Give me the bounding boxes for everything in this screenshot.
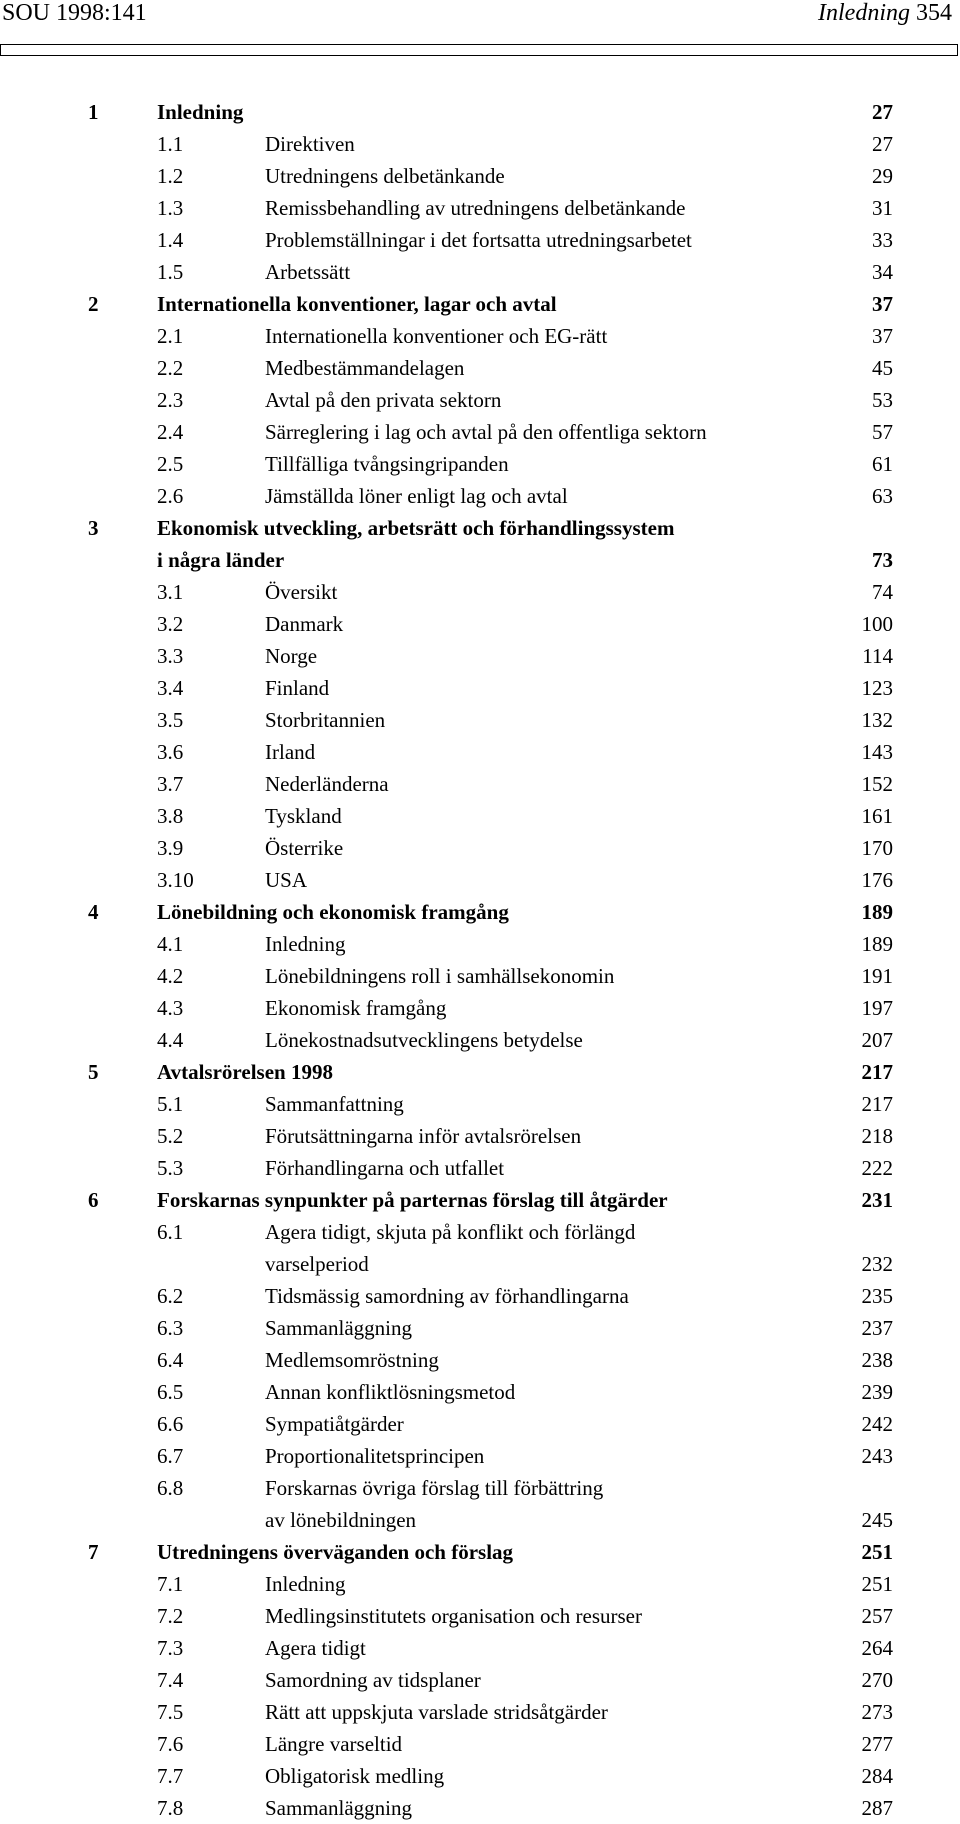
toc-section-row[interactable] <box>0 160 960 192</box>
toc-title-line: Irland <box>265 740 316 764</box>
toc-section-row[interactable] <box>0 768 960 800</box>
toc-title <box>265 1792 412 1824</box>
toc-section-row[interactable] <box>0 832 960 864</box>
toc-chapter-row[interactable] <box>0 96 960 128</box>
toc-number: 7.2 <box>157 1604 184 1628</box>
toc-chapter-row[interactable] <box>0 1184 960 1216</box>
toc-number: 7.1 <box>157 1572 184 1596</box>
toc-page-number: 57 <box>872 420 893 444</box>
toc-title <box>265 1344 439 1376</box>
toc-page-number: 34 <box>872 260 893 284</box>
toc-page-number: 73 <box>872 548 893 572</box>
toc-number: 5.2 <box>157 1124 184 1148</box>
toc-page-number: 132 <box>861 708 893 732</box>
toc-number: 3 <box>88 516 99 540</box>
toc-title-line: Internationella konventioner, lagar och avtal <box>157 292 557 316</box>
toc-title-line: Ekonomisk utveckling, arbetsrätt och förhandlingssystem <box>157 516 675 540</box>
toc-page-number: 217 <box>861 1060 893 1084</box>
toc-title-line: Agera tidigt <box>265 1636 366 1660</box>
toc-section-row[interactable] <box>0 960 960 992</box>
toc-title-line: Tillfälliga tvångsingripanden <box>265 452 509 476</box>
toc-number: 3.10 <box>157 868 194 892</box>
toc-section-row[interactable] <box>0 1760 960 1792</box>
toc-title-line: Avtalsrörelsen 1998 <box>157 1060 333 1084</box>
toc-title <box>265 1120 581 1152</box>
toc-title-line: Avtal på den privata sektorn <box>265 388 502 412</box>
toc-page-number: 63 <box>872 484 893 508</box>
toc-title-line: Problemställningar i det fortsatta utredningsarbetet <box>265 228 692 252</box>
toc-number: 3.7 <box>157 772 184 796</box>
toc-section-row[interactable] <box>0 1472 960 1536</box>
toc-title-line: Förutsättningarna inför avtalsrörelsen <box>265 1124 582 1148</box>
toc-page-number: 100 <box>861 612 893 636</box>
toc-title <box>265 1024 583 1056</box>
toc-section-row[interactable] <box>0 1664 960 1696</box>
toc-number: 7.4 <box>157 1668 184 1692</box>
toc-title <box>157 1184 668 1216</box>
toc-title <box>265 800 342 832</box>
toc-title <box>265 1600 642 1632</box>
toc-title-line: Forskarnas övriga förslag till förbättring <box>265 1476 604 1500</box>
toc-page-number: 114 <box>862 644 893 668</box>
toc-number: 2 <box>88 292 99 316</box>
toc-page-number: 238 <box>861 1348 893 1372</box>
toc-section-row[interactable] <box>0 640 960 672</box>
toc-page-number: 239 <box>861 1380 893 1404</box>
toc-title-line: Obligatorisk medling <box>265 1764 445 1788</box>
toc-page-number: 189 <box>861 900 893 924</box>
toc-number: 3.4 <box>157 676 184 700</box>
toc-page-number: 37 <box>872 292 893 316</box>
toc-number: 7.5 <box>157 1700 184 1724</box>
toc-title <box>265 1664 481 1696</box>
toc-title <box>265 1216 635 1280</box>
toc-section-row[interactable] <box>0 256 960 288</box>
toc-title <box>157 96 243 128</box>
toc-page-number: 242 <box>861 1412 893 1436</box>
toc-number: 2.3 <box>157 388 184 412</box>
toc-number: 6.3 <box>157 1316 184 1340</box>
toc-section-row[interactable] <box>0 928 960 960</box>
toc-section-row[interactable] <box>0 128 960 160</box>
toc-title <box>157 512 674 576</box>
toc-number: 6.4 <box>157 1348 184 1372</box>
toc-title-line: Förhandlingarna och utfallet <box>265 1156 505 1180</box>
toc-title-line: Särreglering i lag och avtal på den offentliga sektorn <box>265 420 707 444</box>
toc-section-row[interactable] <box>0 1440 960 1472</box>
toc-page-number: 61 <box>872 452 893 476</box>
toc-section-row[interactable] <box>0 1600 960 1632</box>
toc-section-row[interactable] <box>0 1120 960 1152</box>
toc-page-number: 245 <box>861 1508 893 1532</box>
toc-number: 4.2 <box>157 964 184 988</box>
toc-page-number: 207 <box>861 1028 893 1052</box>
toc-page-number: 231 <box>861 1188 893 1212</box>
toc-title-line: Inledning <box>265 932 346 956</box>
toc-page-number: 37 <box>872 324 893 348</box>
toc-title-line: Internationella konventioner och EG-rätt <box>265 324 608 348</box>
toc-number: 7 <box>88 1540 99 1564</box>
section-label: Inledning <box>818 0 910 26</box>
toc-page-number: 33 <box>872 228 893 252</box>
toc-page-number: 170 <box>861 836 893 860</box>
toc-title-line: Tidsmässig samordning av förhandlingarna <box>265 1284 629 1308</box>
toc-number: 7.7 <box>157 1764 184 1788</box>
toc-number: 6.5 <box>157 1380 184 1404</box>
page-number: 354 <box>916 0 952 26</box>
toc-section-row[interactable] <box>0 864 960 896</box>
toc-number: 3.5 <box>157 708 184 732</box>
table-of-contents <box>0 96 960 1824</box>
toc-title-line: Arbetssätt <box>265 260 351 284</box>
toc-title-line: USA <box>265 868 308 892</box>
document-id: SOU 1998:141 <box>2 0 147 26</box>
toc-section-row[interactable] <box>0 1696 960 1728</box>
toc-page-number: 237 <box>861 1316 893 1340</box>
toc-page-number: 123 <box>861 676 893 700</box>
toc-number: 4.3 <box>157 996 184 1020</box>
toc-title-line: Lönebildningens roll i samhällsekonomin <box>265 964 615 988</box>
toc-number: 2.5 <box>157 452 184 476</box>
toc-number: 6.6 <box>157 1412 184 1436</box>
toc-chapter-row[interactable] <box>0 512 960 576</box>
toc-section-row[interactable] <box>0 192 960 224</box>
toc-chapter-row[interactable] <box>0 896 960 928</box>
toc-title <box>265 128 355 160</box>
toc-title-line: Österrike <box>265 836 344 860</box>
toc-title-line: Sammanfattning <box>265 1092 404 1116</box>
toc-section-row[interactable] <box>0 1408 960 1440</box>
toc-title <box>265 992 446 1024</box>
toc-page-number: 273 <box>861 1700 893 1724</box>
toc-title <box>265 1408 404 1440</box>
toc-page-number: 284 <box>861 1764 893 1788</box>
toc-title <box>265 1568 345 1600</box>
toc-title <box>265 320 607 352</box>
toc-number: 5 <box>88 1060 99 1084</box>
toc-title-line: Annan konfliktlösningsmetod <box>265 1380 516 1404</box>
toc-title-line: av lönebildningen <box>265 1508 417 1532</box>
toc-title-line: Sammanläggning <box>265 1796 412 1820</box>
toc-page-number: 257 <box>861 1604 893 1628</box>
toc-page-number: 45 <box>872 356 893 380</box>
toc-page-number: 270 <box>861 1668 893 1692</box>
toc-title <box>265 1632 366 1664</box>
toc-section-row[interactable] <box>0 1728 960 1760</box>
toc-title <box>265 768 389 800</box>
toc-section-row[interactable] <box>0 1312 960 1344</box>
toc-title <box>265 480 568 512</box>
toc-title-line: Lönebildning och ekonomisk framgång <box>157 900 509 924</box>
header-rule <box>0 44 958 56</box>
toc-section-row[interactable] <box>0 384 960 416</box>
toc-number: 4.4 <box>157 1028 184 1052</box>
toc-number: 6 <box>88 1188 99 1212</box>
toc-title <box>265 864 307 896</box>
toc-number: 2.6 <box>157 484 184 508</box>
toc-title-line: Lönekostnadsutvecklingens betydelse <box>265 1028 583 1052</box>
toc-number: 7.3 <box>157 1636 184 1660</box>
toc-title-line: Medbestämmandelagen <box>265 356 465 380</box>
toc-number: 1.1 <box>157 132 184 156</box>
page-header <box>0 0 960 30</box>
toc-title-line: Norge <box>265 644 318 668</box>
toc-chapter-row[interactable] <box>0 1536 960 1568</box>
toc-number: 5.1 <box>157 1092 184 1116</box>
toc-title <box>157 1056 333 1088</box>
toc-page-number: 189 <box>861 932 893 956</box>
toc-page-number: 251 <box>861 1572 893 1596</box>
toc-title-line: Medlingsinstitutets organisation och resurser <box>265 1604 642 1628</box>
toc-title <box>265 416 707 448</box>
toc-page-number: 235 <box>861 1284 893 1308</box>
toc-page-number: 264 <box>861 1636 893 1660</box>
toc-section-row[interactable] <box>0 416 960 448</box>
toc-title <box>157 896 509 928</box>
toc-number: 3.1 <box>157 580 184 604</box>
toc-title-line: Längre varseltid <box>265 1732 403 1756</box>
toc-title-line: Forskarnas synpunkter på parternas förslag till åtgärder <box>157 1188 668 1212</box>
toc-number: 6.2 <box>157 1284 184 1308</box>
toc-title <box>265 960 614 992</box>
toc-title-line: Rätt att uppskjuta varslade stridsåtgärder <box>265 1700 608 1724</box>
toc-title-line: Agera tidigt, skjuta på konflikt och förlängd <box>265 1220 636 1244</box>
toc-title-line: Storbritannien <box>265 708 386 732</box>
toc-title <box>265 1760 444 1792</box>
toc-number: 1.4 <box>157 228 184 252</box>
toc-number: 1.5 <box>157 260 184 284</box>
toc-title <box>265 384 501 416</box>
toc-section-row[interactable] <box>0 1280 960 1312</box>
toc-title <box>265 608 343 640</box>
toc-title-line: Proportionalitetsprincipen <box>265 1444 485 1468</box>
toc-title <box>265 1376 515 1408</box>
toc-title <box>265 1280 629 1312</box>
toc-number: 5.3 <box>157 1156 184 1180</box>
toc-section-row[interactable] <box>0 1568 960 1600</box>
toc-title-line: Danmark <box>265 612 344 636</box>
toc-page-number: 277 <box>861 1732 893 1756</box>
toc-title <box>265 736 315 768</box>
toc-title <box>265 1312 412 1344</box>
toc-number: 6.8 <box>157 1476 184 1500</box>
toc-title-line: Inledning <box>265 1572 346 1596</box>
toc-title <box>265 160 505 192</box>
toc-number: 7.6 <box>157 1732 184 1756</box>
toc-title-line: Utredningens överväganden och förslag <box>157 1540 514 1564</box>
toc-title-line: Sympatiåtgärder <box>265 1412 404 1436</box>
toc-title <box>265 1728 402 1760</box>
toc-section-row[interactable] <box>0 704 960 736</box>
toc-page-number: 29 <box>872 164 893 188</box>
toc-chapter-row[interactable] <box>0 288 960 320</box>
toc-title <box>157 1536 513 1568</box>
toc-section-row[interactable] <box>0 1152 960 1184</box>
toc-section-row[interactable] <box>0 1216 960 1280</box>
toc-title-line: Inledning <box>157 100 244 124</box>
toc-title <box>265 1152 504 1184</box>
toc-page-number: 222 <box>861 1156 893 1180</box>
toc-section-row[interactable] <box>0 1632 960 1664</box>
toc-section-row[interactable] <box>0 1088 960 1120</box>
toc-title-line: Finland <box>265 676 330 700</box>
toc-number: 1.3 <box>157 196 184 220</box>
toc-page-number: 251 <box>861 1540 893 1564</box>
toc-section-row[interactable] <box>0 1792 960 1824</box>
toc-chapter-row[interactable] <box>0 1056 960 1088</box>
toc-page-number: 152 <box>861 772 893 796</box>
toc-title-line: Sammanläggning <box>265 1316 412 1340</box>
toc-title-line: Tyskland <box>265 804 342 828</box>
toc-title <box>265 448 509 480</box>
toc-section-row[interactable] <box>0 992 960 1024</box>
toc-section-row[interactable] <box>0 800 960 832</box>
toc-page-number: 218 <box>861 1124 893 1148</box>
toc-number: 1.2 <box>157 164 184 188</box>
toc-title <box>265 224 692 256</box>
toc-title <box>265 256 350 288</box>
toc-title-line: varselperiod <box>265 1252 369 1276</box>
toc-section-row[interactable] <box>0 448 960 480</box>
toc-section-row[interactable] <box>0 1344 960 1376</box>
toc-title <box>265 1696 608 1728</box>
toc-page-number: 143 <box>861 740 893 764</box>
toc-title <box>265 192 685 224</box>
toc-section-row[interactable] <box>0 480 960 512</box>
toc-section-row[interactable] <box>0 1024 960 1056</box>
toc-number: 2.1 <box>157 324 184 348</box>
toc-section-row[interactable] <box>0 608 960 640</box>
toc-page-number: 232 <box>861 1252 893 1276</box>
toc-title-line: Översikt <box>265 580 338 604</box>
toc-page-number: 287 <box>861 1796 893 1820</box>
toc-title-line: Medlemsomröstning <box>265 1348 439 1372</box>
toc-title <box>265 1440 484 1472</box>
toc-section-row[interactable] <box>0 320 960 352</box>
toc-number: 1 <box>88 100 99 124</box>
toc-title-line: Ekonomisk framgång <box>265 996 447 1020</box>
toc-title <box>265 832 343 864</box>
toc-page-number: 27 <box>872 100 893 124</box>
toc-title <box>265 352 464 384</box>
toc-number: 6.7 <box>157 1444 184 1468</box>
toc-section-row[interactable] <box>0 672 960 704</box>
toc-number: 3.6 <box>157 740 184 764</box>
toc-page-number: 191 <box>861 964 893 988</box>
toc-number: 4.1 <box>157 932 184 956</box>
toc-section-row[interactable] <box>0 224 960 256</box>
toc-title <box>265 704 385 736</box>
toc-title-line: Remissbehandling av utredningens delbetänkande <box>265 196 686 220</box>
toc-title <box>265 1472 603 1536</box>
toc-title <box>157 288 557 320</box>
toc-title <box>265 576 337 608</box>
toc-number: 7.8 <box>157 1796 184 1820</box>
toc-page-number: 31 <box>872 196 893 220</box>
toc-number: 3.2 <box>157 612 184 636</box>
toc-number: 2.4 <box>157 420 184 444</box>
toc-section-row[interactable] <box>0 736 960 768</box>
toc-page-number: 243 <box>861 1444 893 1468</box>
toc-number: 3.8 <box>157 804 184 828</box>
toc-section-row[interactable] <box>0 576 960 608</box>
toc-section-row[interactable] <box>0 352 960 384</box>
toc-title <box>265 928 345 960</box>
toc-number: 2.2 <box>157 356 184 380</box>
running-head <box>818 0 952 27</box>
toc-number: 3.3 <box>157 644 184 668</box>
toc-section-row[interactable] <box>0 1376 960 1408</box>
toc-title-line: Nederländerna <box>265 772 389 796</box>
toc-title <box>265 672 329 704</box>
toc-title <box>265 640 317 672</box>
toc-page-number: 161 <box>861 804 893 828</box>
toc-title-line: Utredningens delbetänkande <box>265 164 505 188</box>
toc-title-line: Direktiven <box>265 132 355 156</box>
toc-title <box>265 1088 404 1120</box>
toc-page-number: 74 <box>872 580 893 604</box>
toc-page-number: 217 <box>861 1092 893 1116</box>
toc-page-number: 176 <box>861 868 893 892</box>
toc-page-number: 53 <box>872 388 893 412</box>
toc-title-line: Samordning av tidsplaner <box>265 1668 481 1692</box>
toc-title-line: Jämställda löner enligt lag och avtal <box>265 484 568 508</box>
toc-page-number: 27 <box>872 132 893 156</box>
toc-number: 6.1 <box>157 1220 184 1244</box>
toc-number: 3.9 <box>157 836 184 860</box>
toc-title-line: i några länder <box>157 548 285 572</box>
toc-page-number: 197 <box>861 996 893 1020</box>
toc-number: 4 <box>88 900 99 924</box>
